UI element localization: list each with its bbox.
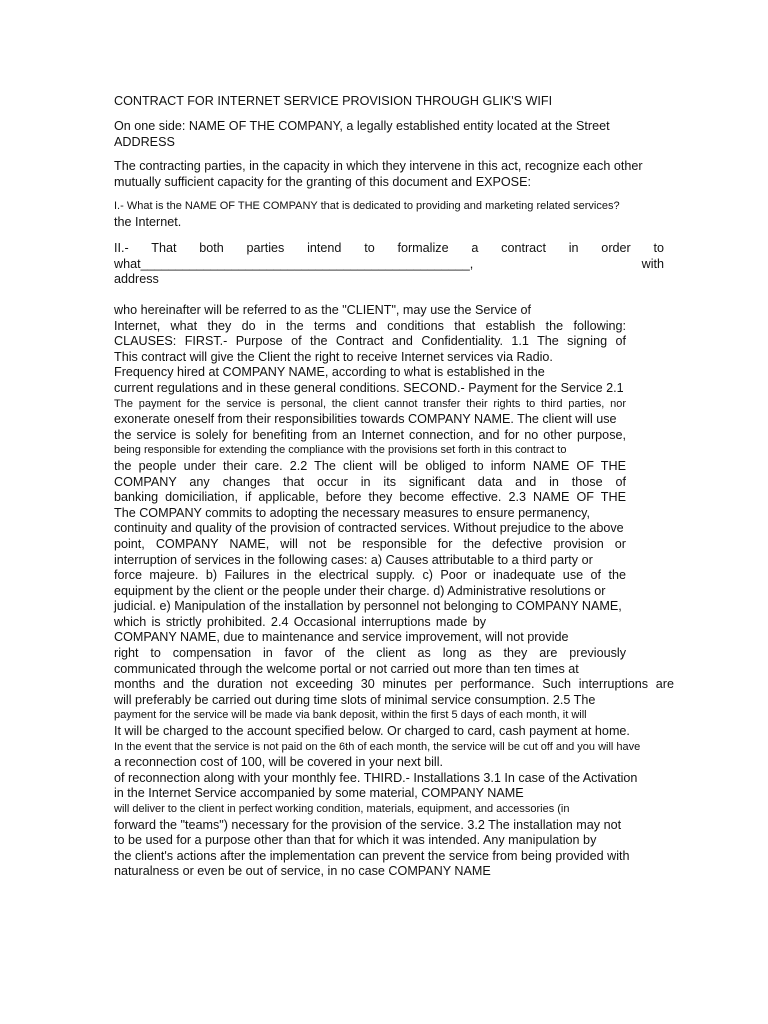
text-line: On one side: NAME OF THE COMPANY, a legally established entity located at the Street (114, 119, 610, 133)
text-line: will deliver to the client in perfect working condition, materials, equipment, and accessories (in (114, 803, 570, 815)
text-line: ADDRESS (114, 134, 175, 149)
text-line: months and the duration not exceeding 30 minutes per performance. Such interruptions are (114, 677, 674, 692)
text-line: current regulations and in these general conditions. SECOND.- Payment for the Service 2.1 (114, 380, 624, 395)
text-line: the client's actions after the implementation can prevent the service from being provided with (114, 848, 630, 863)
text-line: will preferably be carried out during time slots of minimal service consumption. 2.5 The (114, 692, 596, 707)
text-line: a reconnection cost of 100, will be covered in your next bill. (114, 755, 444, 770)
text-line: This contract will give the Client the right to receive Internet services via Radio. (114, 349, 553, 364)
text-line: continuity and quality of the provision of contracted services. Without prejudice to the above (114, 521, 624, 536)
text-line: interruption of services in the following cases: a) Causes attributable to a third party or (114, 552, 593, 567)
text-line: In the event that the service is not paid on the 6th of each month, the service will be cut off and you will have (114, 740, 641, 753)
text-line: I.- What is the NAME OF THE COMPANY that is dedicated to providing and marketing related services? (114, 200, 620, 212)
text-line: The payment for the service is personal, the client cannot transfer their rights to third parties, nor (114, 397, 626, 410)
text-line: mutually sufficient capacity for the granting of this document and EXPOSE: (114, 174, 531, 189)
text-line: II.- That both parties intend to formalize a contract in order to (114, 241, 664, 255)
intro-paragraph (114, 119, 664, 150)
text-line: COMPANY NAME, due to maintenance and service improvement, will not provide (114, 630, 569, 645)
text-line: to be used for a purpose other than that for which it was intended. Any manipulation by (114, 833, 597, 848)
point-two-paragraph (114, 241, 664, 288)
text-line: The COMPANY commits to adopting the necessary measures to ensure permanency, (114, 505, 590, 520)
text-line: of reconnection along with your monthly fee. THIRD.- Installations 3.1 In case of the Activation (114, 770, 638, 785)
text-line: Frequency hired at COMPANY NAME, according to what is established in the (114, 365, 545, 380)
text-line: banking domiciliation, if applicable, before they become effective. 2.3 NAME OF THE (114, 490, 626, 505)
text-line: forward the "teams") necessary for the provision of the service. 3.2 The installation may not (114, 817, 622, 832)
text-line: judicial. e) Manipulation of the installation by personnel not belonging to COMPANY NAME, (114, 599, 622, 614)
text-line: the people under their care. 2.2 The client will be obliged to inform NAME OF THE (114, 458, 626, 473)
text-line: the service is solely for benefiting from an Internet connection, and for no other purpose, (114, 427, 626, 442)
text-line: CLAUSES: FIRST.- Purpose of the Contract and Confidentiality. 1.1 The signing of (114, 334, 626, 349)
text-line: being responsible for extending the compliance with the provisions set forth in this contract to (114, 444, 567, 457)
text-line: naturalness or even be out of service, in no case COMPANY NAME (114, 864, 491, 879)
text-line: point, COMPANY NAME, will not be responsible for the defective provision or (114, 536, 626, 551)
text-line: the Internet. (114, 214, 182, 229)
text-line: equipment by the client or the people under their charge. d) Administrative resolutions or (114, 583, 606, 598)
text-line: communicated through the welcome portal or not carried out more than ten times at (114, 661, 579, 676)
text-line: in the Internet Service accompanied by some material, COMPANY NAME (114, 786, 524, 801)
contract-title: CONTRACT FOR INTERNET SERVICE PROVISION THROUGH GLIK'S WIFI (114, 94, 553, 108)
text-line: force majeure. b) Failures in the electrical supply. c) Poor or inadequate use of the (114, 568, 626, 583)
text-line: It will be charged to the account specified below. Or charged to card, cash payment at home. (114, 724, 630, 739)
text-line: Internet, what they do in the terms and conditions that establish the following: (114, 318, 626, 333)
text-line: right to compensation in favor of the client as long as they are previously (114, 646, 626, 661)
text-line: COMPANY any changes that occur in its significant data and in those of (114, 474, 626, 489)
point-one-paragraph (114, 199, 664, 230)
text-fragment: with (641, 256, 664, 271)
clauses-body (114, 303, 674, 880)
fill-in-line (114, 257, 664, 273)
text-line: which is strictly prohibited. 2.4 Occasional interruptions made by (114, 614, 486, 629)
fill-in-blank: what_______________________________________________, (114, 256, 474, 271)
text-line: who hereinafter will be referred to as the "CLIENT", may use the Service of (114, 303, 532, 317)
text-line: address (114, 272, 159, 287)
parties-paragraph (114, 159, 664, 190)
text-line: payment for the service will be made via bank deposit, within the first 5 days of each month, it will (114, 709, 587, 722)
text-line: The contracting parties, in the capacity in which they intervene in this act, recognize each other (114, 159, 643, 173)
text-line: exonerate oneself from their responsibilities towards COMPANY NAME. The client will use (114, 412, 617, 427)
